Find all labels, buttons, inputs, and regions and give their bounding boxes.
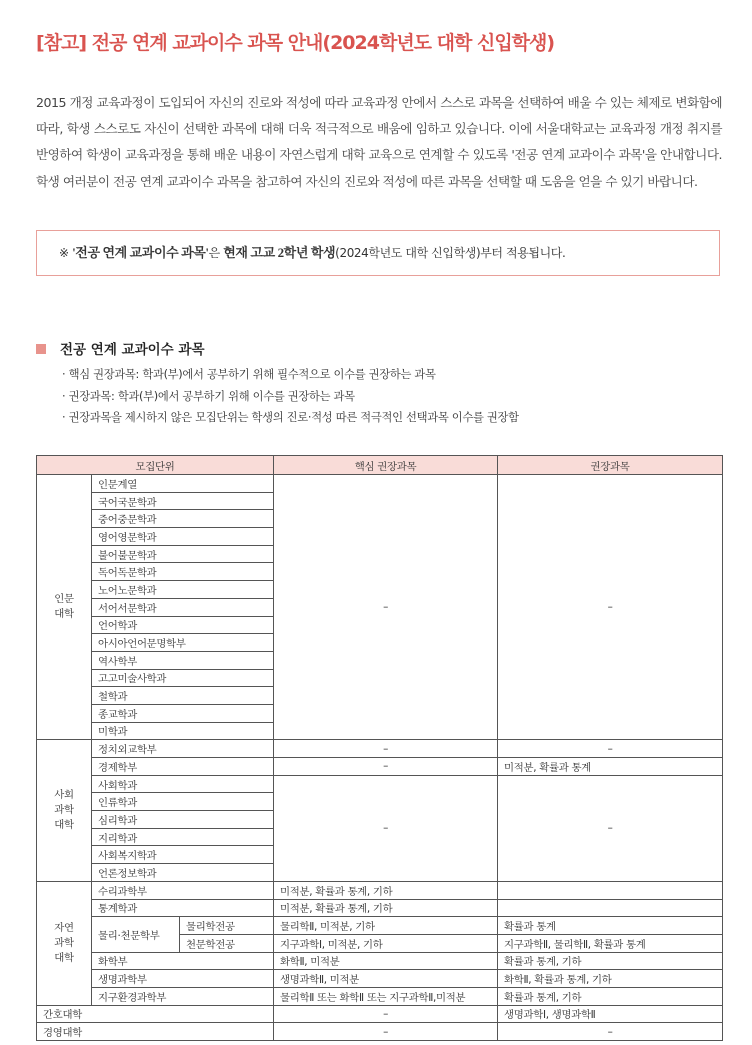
table-header-row — [37, 456, 723, 475]
notice-tail: (2024학년도 대학 신입학생)부터 적용됩니다. — [335, 246, 566, 260]
legend-list — [62, 364, 519, 429]
notice-term: '전공 연계 교과이수 과목' — [72, 245, 209, 260]
unit-name: 역사학부 — [92, 651, 274, 669]
unit-name: 화학부 — [92, 952, 274, 970]
unit-name: 심리학과 — [92, 811, 274, 829]
college-nursing: 간호대학 — [37, 1005, 274, 1023]
core-courses: – — [274, 740, 498, 758]
recommended-courses: 생명과학Ⅰ, 생명과학Ⅱ — [498, 1005, 723, 1023]
core-courses: – — [274, 775, 498, 881]
recommended-courses: – — [498, 740, 723, 758]
table-row — [37, 775, 723, 793]
core-courses: 물리학Ⅱ 또는 화학Ⅱ 또는 지구과학Ⅱ,미적분 — [274, 987, 498, 1005]
recommended-courses: 지구과학Ⅱ, 물리학Ⅱ, 확률과 통계 — [498, 934, 723, 952]
core-courses: 물리학Ⅱ, 미적분, 기하 — [274, 917, 498, 935]
college-natural-sciences: 자연 과학 대학 — [37, 881, 92, 1005]
recommended-courses: 화학Ⅱ, 확률과 통계, 기하 — [498, 970, 723, 988]
recommended-courses: – — [498, 1023, 723, 1041]
section-title-text: 전공 연계 교과이수 과목 — [60, 342, 205, 358]
notice-mid: 은 — [208, 246, 224, 260]
unit-name: 언론정보학과 — [92, 864, 274, 882]
recommended-courses: 확률과 통계, 기하 — [498, 952, 723, 970]
recommended-courses: 확률과 통계 — [498, 917, 723, 935]
major-name: 물리학전공 — [180, 917, 274, 935]
unit-name: 노어노문학과 — [92, 581, 274, 599]
unit-name: 고고미술사학과 — [92, 669, 274, 687]
unit-name: 독어독문학과 — [92, 563, 274, 581]
unit-name: 영어영문학과 — [92, 528, 274, 546]
core-courses: – — [274, 1023, 498, 1041]
notice-target: 현재 고교 2학년 학생 — [223, 245, 336, 260]
recommended-courses — [498, 881, 723, 899]
core-courses: – — [274, 475, 498, 740]
header-unit: 모집단위 — [37, 456, 274, 475]
core-courses: 지구과학Ⅰ, 미적분, 기하 — [274, 934, 498, 952]
section-title — [36, 338, 205, 358]
unit-name: 통계학과 — [92, 899, 274, 917]
college-social-sciences: 사회 과학 대학 — [37, 740, 92, 882]
unit-name: 인문계열 — [92, 475, 274, 493]
notice-box — [36, 230, 720, 276]
unit-name: 아시아언어문명학부 — [92, 634, 274, 652]
header-core: 핵심 권장과목 — [274, 456, 498, 475]
table-row — [37, 952, 723, 970]
unit-name: 정치외교학부 — [92, 740, 274, 758]
legend-item-note: · 권장과목을 제시하지 않은 모집단위는 학생의 진로·적성 따른 적극적인 선택과목 이수를 권장함 — [62, 411, 519, 424]
page-title: [참고] 전공 연계 교과이수 과목 안내(2024학년도 대학 신입학생) — [36, 32, 555, 54]
unit-name: 수리과학부 — [92, 881, 274, 899]
table-row — [37, 917, 723, 935]
unit-name: 경제학부 — [92, 758, 274, 776]
legend-item-recommended: · 권장과목: 학과(부)에서 공부하기 위해 이수를 권장하는 과목 — [62, 389, 355, 403]
recommended-courses: 미적분, 확률과 통계 — [498, 758, 723, 776]
table-row — [37, 1005, 723, 1023]
recommended-courses: – — [498, 775, 723, 881]
legend-item-core: · 핵심 권장과목: 학과(부)에서 공부하기 위해 필수적으로 이수를 권장하는 과목 — [62, 368, 436, 381]
unit-name: 인류학과 — [92, 793, 274, 811]
table-row — [37, 899, 723, 917]
unit-name: 미학과 — [92, 722, 274, 740]
intro-paragraph: 2015 개정 교육과정이 도입되어 자신의 진로와 적성에 따라 교육과정 안에서 스스로 과목을 선택하여 배울 수 있는 체제로 변화함에 따라, 학생 스스로도 자신이 선택한 과목에 대해 더욱 적극적으로 배움에 임하고 있습니다. 이에 서울대학교는 교육과정 개정 취지를 반영하여 학생이 교육과정을 통해 배운 내용이 자연스럽게 대학 교육으로 연계할 수 있도록 '전공 연계 교과이수 과목'을 안내합니다. 학생 여러분이 전공 연계 교과이수 과목을 참고하여 자신의 진로와 적성에 따른 과목을 선택할 때 도움을 얻을 수 있기 바랍니다. — [36, 95, 722, 189]
table-row — [37, 970, 723, 988]
unit-name: 철학과 — [92, 687, 274, 705]
core-courses: 생명과학Ⅱ, 미적분 — [274, 970, 498, 988]
recommended-courses: 확률과 통계, 기하 — [498, 987, 723, 1005]
unit-name: 서어서문학과 — [92, 598, 274, 616]
table-row — [37, 987, 723, 1005]
table-row — [37, 1023, 723, 1041]
core-courses: – — [274, 758, 498, 776]
table-row — [37, 740, 723, 758]
college-business: 경영대학 — [37, 1023, 274, 1041]
table-row — [37, 758, 723, 776]
square-bullet-icon — [36, 344, 46, 354]
unit-name: 생명과학부 — [92, 970, 274, 988]
course-table — [36, 455, 723, 1041]
core-courses: 미적분, 확률과 통계, 기하 — [274, 881, 498, 899]
header-recommended: 권장과목 — [498, 456, 723, 475]
core-courses: – — [274, 1005, 498, 1023]
recommended-courses: – — [498, 475, 723, 740]
unit-name: 국어국문학과 — [92, 492, 274, 510]
unit-name: 사회복지학과 — [92, 846, 274, 864]
recommended-courses — [498, 899, 723, 917]
table-row — [37, 475, 723, 493]
core-courses: 미적분, 확률과 통계, 기하 — [274, 899, 498, 917]
unit-name: 사회학과 — [92, 775, 274, 793]
notice-mark: ※ — [59, 246, 73, 260]
unit-name: 종교학과 — [92, 704, 274, 722]
unit-name: 지리학과 — [92, 828, 274, 846]
table-row — [37, 881, 723, 899]
core-courses: 화학Ⅱ, 미적분 — [274, 952, 498, 970]
unit-name: 중어중문학과 — [92, 510, 274, 528]
unit-name: 물리·천문학부 — [92, 917, 180, 952]
unit-name: 언어학과 — [92, 616, 274, 634]
unit-name: 지구환경과학부 — [92, 987, 274, 1005]
college-humanities: 인문 대학 — [37, 475, 92, 740]
unit-name: 불어불문학과 — [92, 545, 274, 563]
major-name: 천문학전공 — [180, 934, 274, 952]
